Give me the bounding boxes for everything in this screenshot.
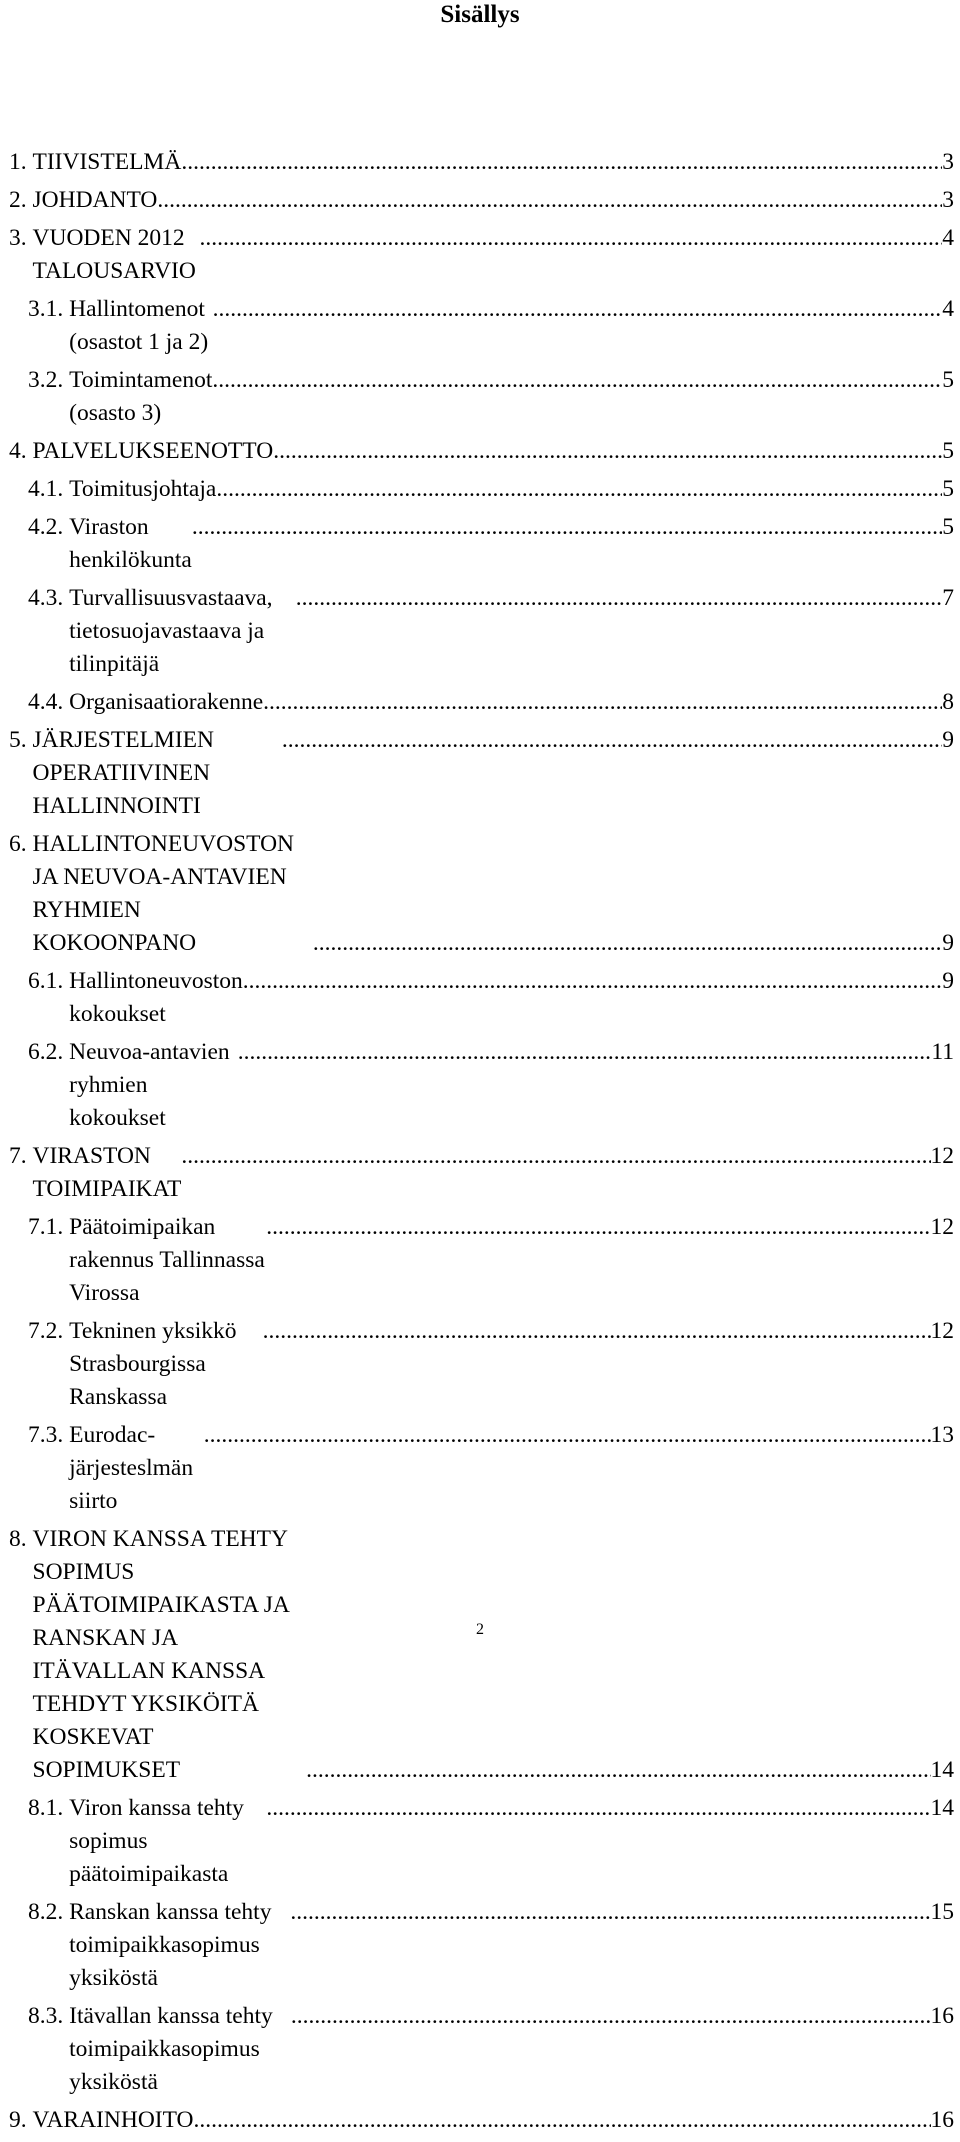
toc-entry-title [33, 724, 282, 823]
toc-entry[interactable] [9, 146, 954, 179]
toc-dot-leader [296, 582, 943, 615]
toc-dot-leader [273, 435, 942, 468]
toc-entry-page: 12 [930, 1318, 954, 1344]
toc-dot-leader [213, 293, 943, 326]
toc-entry-title-line: Itävallan kanssa tehty toimipaikkasopimus yksiköstä [69, 2003, 273, 2095]
toc-entry-page: 3 [942, 149, 954, 175]
toc-entry-number: 3.2. [28, 367, 70, 393]
toc-entry-page: 16 [930, 2107, 954, 2133]
toc-entry-title-line: KOKOONPANO [32, 930, 197, 956]
toc-entry-title-line: VUODEN 2012 TALOUSARVIO [32, 225, 196, 284]
toc-entry-title-wrap [69, 1036, 931, 1135]
toc-entry[interactable] [9, 1211, 954, 1310]
toc-dot-leader [181, 1140, 930, 1173]
toc-entry-title [69, 511, 192, 577]
toc-entry[interactable] [9, 1140, 954, 1206]
toc-entry-title-line: Turvallisuusvastaava, tietosuojavastaava ja tilinpitäjä [69, 585, 273, 677]
toc-entry-title-line: Eurodac-järjesteslmän siirto [69, 1422, 194, 1514]
toc-entry-number: 4.3. [28, 585, 70, 611]
toc-entry-title [69, 1315, 263, 1414]
toc-entry-title-wrap [69, 1792, 930, 1891]
toc-entry[interactable] [9, 1792, 954, 1891]
toc-entry-title-wrap [69, 686, 942, 719]
toc-entry-title-line: TIIVISTELMÄ [32, 149, 182, 175]
toc-entry-title [69, 1419, 204, 1518]
toc-entry-page: 15 [930, 1899, 954, 1925]
toc-entry-page: 11 [931, 1039, 954, 1065]
toc-entry[interactable] [9, 965, 954, 1031]
toc-entry-title-line: HALLINTONEUVOSTON JA NEUVOA-ANTAVIEN RYHMIEN [32, 831, 295, 923]
toc-entry-number: 3. [9, 225, 33, 251]
toc-entry-number: 6. [9, 831, 33, 857]
toc-entry-title-line: Organisaatiorakenne [69, 689, 264, 715]
toc-entry-title-line: VIRASTON TOIMIPAIKAT [32, 1143, 182, 1202]
toc-entry[interactable] [9, 686, 954, 719]
toc-dot-leader [181, 146, 942, 179]
toc-entry-number: 4. [9, 438, 33, 464]
toc-entry-title-wrap [69, 2000, 930, 2099]
toc-entry-title [33, 2104, 194, 2137]
toc-entry-page: 5 [942, 514, 954, 540]
toc-entry-title [69, 1036, 238, 1135]
toc-dot-leader [238, 1036, 932, 1069]
toc-entry-page: 4 [942, 296, 954, 322]
toc-entry-title-wrap [69, 965, 942, 1031]
toc-entry-number: 3.1. [28, 296, 70, 322]
toc-entry-title-wrap [33, 1523, 931, 1787]
toc-entry-title-wrap [69, 1419, 930, 1518]
toc-dot-leader [291, 2000, 931, 2033]
toc-dot-leader [157, 184, 942, 217]
toc-entry-title [33, 1523, 307, 1787]
toc-entry-number: 8.2. [28, 1899, 70, 1925]
toc-entry-title-line: JOHDANTO [32, 187, 158, 213]
toc-entry-page: 5 [942, 367, 954, 393]
toc-entry[interactable] [9, 473, 954, 506]
toc-entry[interactable] [9, 582, 954, 681]
toc-entry-title-line: VIRON KANSSA TEHTY SOPIMUS PÄÄTOIMIPAIKASTA JA [32, 1526, 290, 1618]
page-number: 2 [476, 1621, 484, 1638]
toc-entry-title-wrap [69, 1896, 930, 1995]
toc-dot-leader [192, 511, 942, 544]
toc-entry[interactable] [9, 293, 954, 359]
toc-entry-number: 9. [9, 2107, 33, 2133]
toc-entry[interactable] [9, 364, 954, 430]
toc-entry-number: 8.3. [28, 2003, 70, 2029]
toc-dot-leader [216, 473, 942, 506]
toc-entry-page: 13 [930, 1422, 954, 1448]
toc-entry[interactable] [9, 1419, 954, 1518]
toc-entry-title-line: Ranskan kanssa tehty toimipaikkasopimus yksiköstä [69, 1899, 272, 1991]
toc-dot-leader [204, 1419, 931, 1452]
toc-entry-number: 2. [9, 187, 33, 213]
toc-entry-title-wrap [69, 1315, 930, 1414]
toc-entry-title-line: Viraston henkilökunta [69, 514, 192, 573]
toc-entry-title [69, 2000, 291, 2099]
toc-entry-title-line: Neuvoa-antavien ryhmien kokoukset [69, 1039, 230, 1131]
toc-entry-title-line: JÄRJESTELMIEN OPERATIIVINEN HALLINNOINTI [32, 727, 214, 819]
toc-entry-title-line: PALVELUKSEENOTTO [32, 438, 274, 464]
toc-entry-page: 9 [942, 968, 954, 994]
toc-entry-page: 4 [942, 225, 954, 251]
toc-entry-number: 1. [9, 149, 33, 175]
toc-entry-number: 7. [9, 1143, 33, 1169]
toc-entry-title-line: Toimintamenot (osasto 3) [69, 367, 213, 426]
toc-entry-title-wrap [69, 293, 942, 359]
toc-entry-title [33, 1140, 182, 1206]
toc-entry-title-wrap [33, 222, 943, 288]
toc-entry-title-wrap [33, 2104, 931, 2137]
toc-dot-leader [266, 1211, 930, 1244]
toc-entry[interactable] [9, 2104, 954, 2137]
toc-entry-title-wrap [69, 582, 942, 681]
toc-entry-title [33, 146, 182, 179]
toc-entry-title-line: Hallintomenot (osastot 1 ja 2) [69, 296, 209, 355]
toc-entry-page: 3 [942, 187, 954, 213]
toc-dot-leader [263, 1315, 931, 1348]
toc-entry-title-wrap [33, 828, 943, 960]
toc-entry-number: 6.1. [28, 968, 70, 994]
toc-entry-number: 4.2. [28, 514, 70, 540]
toc-entry[interactable] [9, 828, 954, 960]
toc-entry-title-line: Viron kanssa tehty sopimus päätoimipaikasta [69, 1795, 244, 1887]
toc-entry-title-line: Toimitusjohtaja [69, 476, 217, 502]
toc-entry-page: 7 [942, 585, 954, 611]
toc-entry-number: 7.1. [28, 1214, 70, 1240]
toc-entry-page: 9 [942, 930, 954, 956]
toc-dot-leader [194, 2104, 931, 2137]
toc-entry-title-wrap [69, 1211, 930, 1310]
toc-entry-number: 4.1. [28, 476, 70, 502]
toc-entry[interactable] [9, 724, 954, 823]
toc-dot-leader [266, 1792, 930, 1825]
toc-dot-leader [199, 222, 942, 255]
toc-entry-title [69, 364, 212, 430]
toc-entry-page: 12 [930, 1214, 954, 1240]
toc-entry-title [33, 222, 200, 288]
toc-entry-title [33, 184, 158, 217]
toc-dot-leader [290, 1896, 930, 1929]
toc-entry-title-wrap [33, 724, 943, 823]
toc-entry-title [69, 582, 296, 681]
toc-entry-number: 7.2. [28, 1318, 70, 1344]
toc-entry-number: 5. [9, 727, 33, 753]
table-of-contents [9, 146, 954, 2142]
toc-entry-number: 8. [9, 1526, 33, 1552]
toc-entry-title [69, 965, 243, 1031]
toc-entry-page: 14 [930, 1795, 954, 1821]
toc-entry-title-wrap [69, 473, 942, 506]
toc-dot-leader [263, 686, 942, 719]
toc-dot-leader [212, 364, 942, 397]
toc-entry-title-line: Tekninen yksikkö Strasbourgissa Ranskassa [69, 1318, 237, 1410]
toc-entry-title-wrap [33, 184, 943, 217]
toc-entry[interactable] [9, 511, 954, 577]
toc-entry[interactable] [9, 1523, 954, 1787]
toc-dot-leader [306, 1754, 930, 1787]
toc-entry-title-line: VARAINHOITO [32, 2107, 194, 2133]
toc-entry-number: 4.4. [28, 689, 70, 715]
toc-entry-title [33, 828, 313, 960]
toc-entry-title-line: Päätoimipaikan rakennus Tallinnassa Virossa [69, 1214, 265, 1306]
toc-entry-page: 14 [930, 1757, 954, 1783]
toc-entry-title [69, 473, 216, 506]
toc-entry-number: 8.1. [28, 1795, 70, 1821]
toc-entry-title-wrap [33, 1140, 931, 1206]
toc-entry-title-wrap [69, 364, 942, 430]
toc-entry-title-line: Hallintoneuvoston kokoukset [69, 968, 243, 1027]
toc-dot-leader [243, 965, 943, 998]
toc-entry-page: 8 [942, 689, 954, 715]
toc-entry[interactable] [9, 1896, 954, 1995]
toc-entry-title [69, 1896, 290, 1995]
toc-entry-page: 5 [942, 438, 954, 464]
toc-entry[interactable] [9, 1315, 954, 1414]
toc-entry-page: 5 [942, 476, 954, 502]
toc-entry-title [69, 686, 263, 719]
toc-entry-title-line: KOSKEVAT SOPIMUKSET [32, 1724, 181, 1783]
toc-entry-title [69, 1211, 266, 1310]
toc-entry-title-wrap [33, 146, 943, 179]
toc-entry-number: 6.2. [28, 1039, 70, 1065]
toc-entry[interactable] [9, 184, 954, 217]
toc-entry[interactable] [9, 435, 954, 468]
toc-entry[interactable] [9, 1036, 954, 1135]
page-title: Sisällys [440, 1, 520, 28]
toc-entry-page: 12 [930, 1143, 954, 1169]
toc-entry-title [33, 435, 274, 468]
toc-dot-leader [313, 927, 942, 960]
toc-entry[interactable] [9, 222, 954, 288]
toc-entry-title [69, 293, 212, 359]
toc-entry-title [69, 1792, 266, 1891]
toc-entry-title-wrap [33, 435, 943, 468]
toc-dot-leader [282, 724, 942, 757]
toc-entry-page: 9 [942, 727, 954, 753]
toc-entry-title-wrap [69, 511, 942, 577]
toc-entry[interactable] [9, 2000, 954, 2099]
toc-entry-page: 16 [930, 2003, 954, 2029]
toc-entry-number: 7.3. [28, 1422, 70, 1448]
toc-entry-title-line: RANSKAN JA ITÄVALLAN KANSSA TEHDYT YKSIKÖITÄ [32, 1625, 264, 1717]
